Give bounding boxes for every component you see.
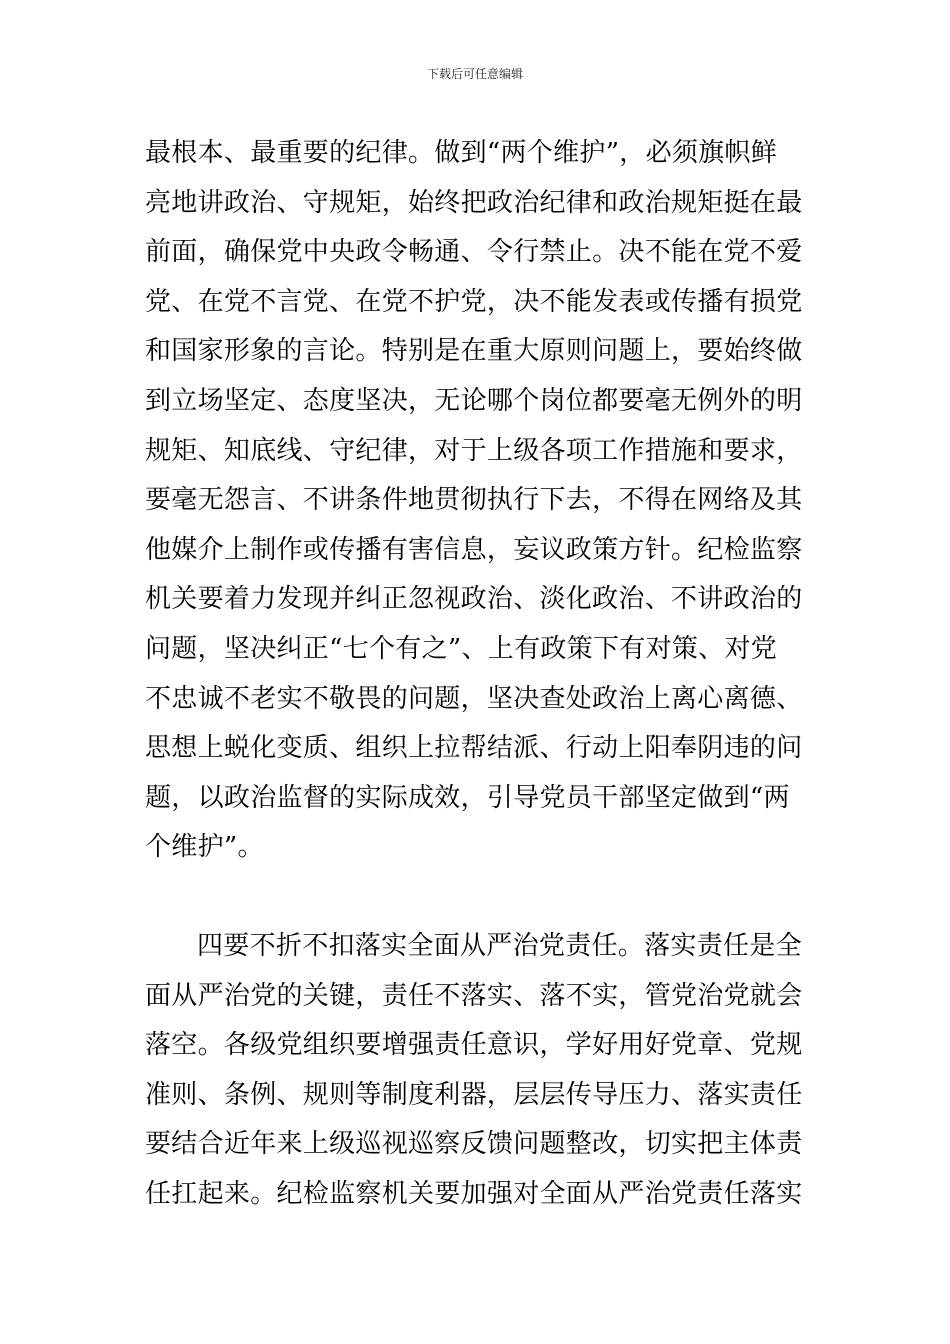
text-line: 四要不折不扣落实全面从严治党责任。落实责任是全: [197, 931, 802, 961]
text-line: 他媒介上制作或传播有害信息，妄议政策方针。纪检监察: [145, 534, 803, 565]
text-line: 思想上蜕化变质、组织上拉帮结派、行动上阳奉阴违的问: [145, 733, 803, 764]
text-line: 问题，坚决纠正“七个有之”、上有政策下有对策、对党: [145, 633, 778, 664]
text-line: 准则、条例、规则等制度利器，层层传导压力、落实责任: [145, 1079, 803, 1110]
text-line: 不忠诚不老实不敬畏的问题，坚决查处政治上离心离德、: [145, 683, 803, 714]
text-line: 任扛起来。纪检监察机关要加强对全面从严治党责任落实: [145, 1178, 803, 1209]
text-line: 落空。各级党组织要增强责任意识，学好用好党章、党规: [145, 1030, 803, 1061]
text-line: 最根本、最重要的纪律。做到“两个维护”，必须旗帜鲜: [145, 138, 778, 168]
paragraph-four: [145, 922, 810, 1220]
paragraph-continued: [145, 129, 810, 873]
text-line: 亮地讲政治、守规矩，始终把政治纪律和政治规矩挺在最: [145, 187, 803, 218]
text-line: 党、在党不言党、在党不护党，决不能发表或传播有损党: [145, 286, 803, 317]
text-line: 个维护”。: [145, 832, 264, 863]
text-line: 要毫无怨言、不讲条件地贯彻执行下去，不得在网络及其: [145, 485, 803, 516]
text-line: 前面，确保党中央政令畅通、令行禁止。决不能在党不爱: [145, 237, 803, 268]
text-line: 要结合近年来上级巡视巡察反馈问题整改，切实把主体责: [145, 1129, 803, 1160]
text-line: 规矩、知底线、守纪律，对于上级各项工作措施和要求，: [145, 435, 803, 466]
page-header: 下载后可任意编辑: [426, 67, 523, 81]
text-line: 面从严治党的关键，责任不落实、落不实，管党治党就会: [145, 980, 803, 1011]
text-line: 到立场坚定、态度坚决，无论哪个岗位都要毫无例外的明: [145, 385, 803, 416]
text-line: 机关要着力发现并纠正忽视政治、淡化政治、不讲政治的: [145, 584, 803, 615]
text-line: 和国家形象的言论。特别是在重大原则问题上，要始终做: [145, 336, 803, 367]
text-line: 题，以政治监督的实际成效，引导党员干部坚定做到“两: [145, 782, 790, 813]
